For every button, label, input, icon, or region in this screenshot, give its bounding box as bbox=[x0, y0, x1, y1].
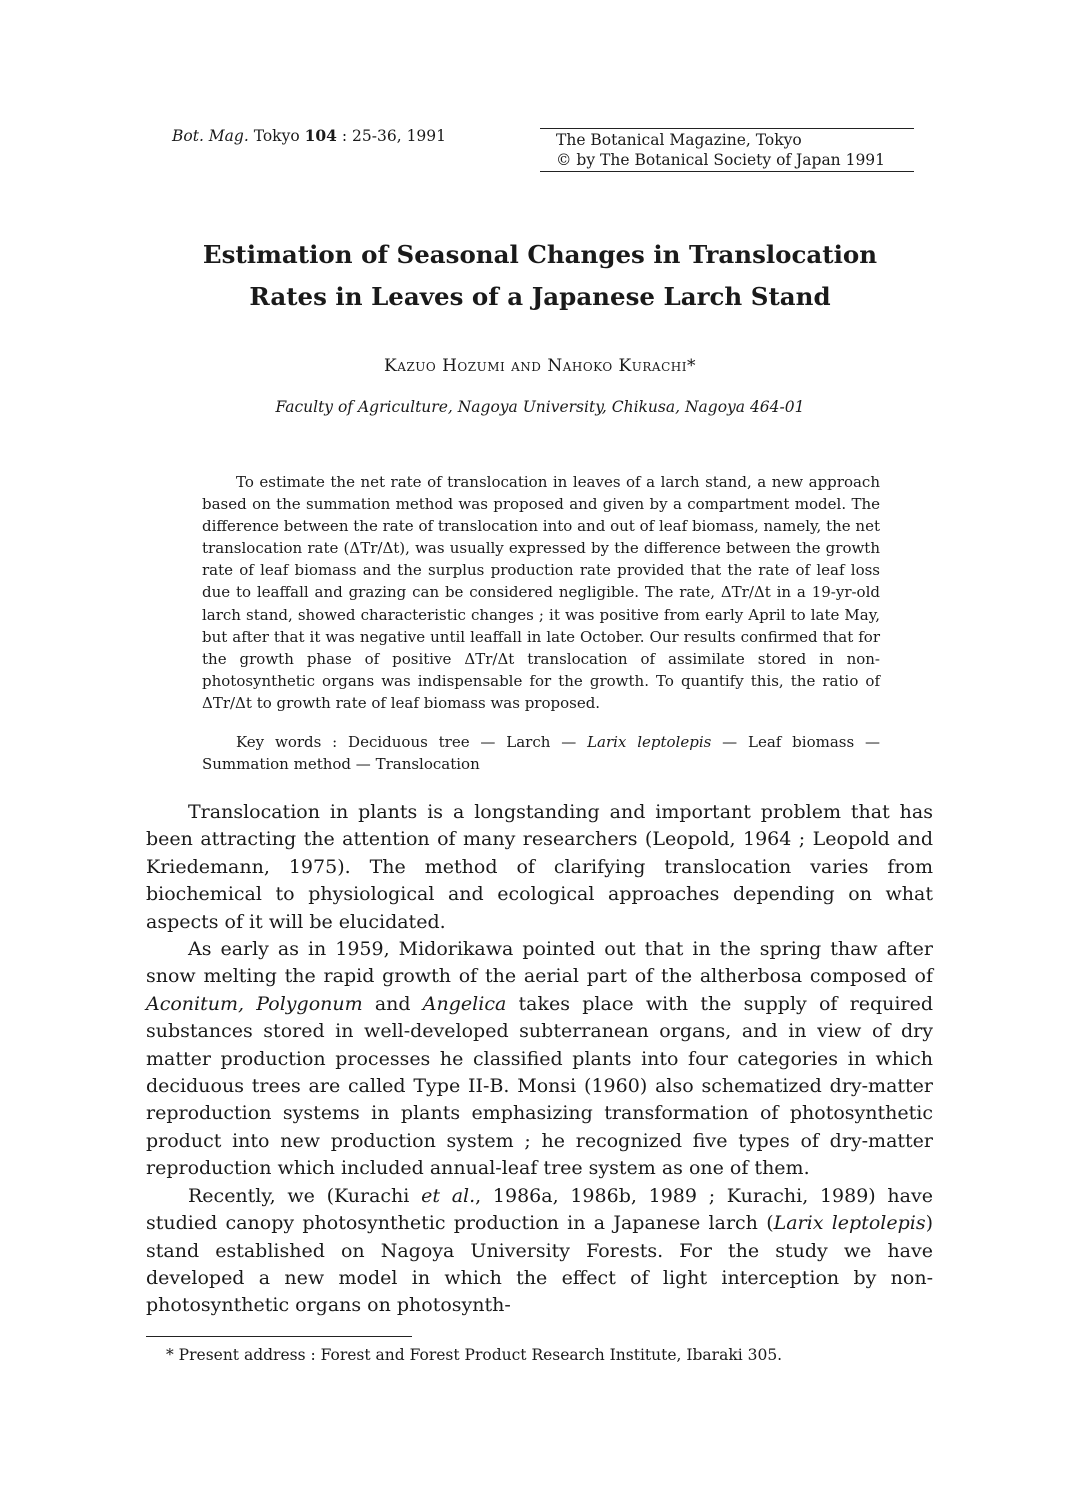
keywords-species: Larix leptolepis bbox=[587, 733, 712, 751]
p2-genus-1: Aconitum, Polygonum bbox=[146, 992, 363, 1015]
keywords-part-1: Deciduous tree — Larch — bbox=[348, 733, 588, 751]
body-text bbox=[146, 799, 933, 1320]
keywords-part-2: — Leaf biomass — Summation method — Translocation bbox=[202, 733, 880, 774]
p3-text-b: , 1986a, 1986b, 1989 ; Kurachi, 1989) have studied canopy photosynthetic production in a Japanese larch ( bbox=[146, 1184, 933, 1235]
p2-text-a: As early as in 1959, Midorikawa pointed out that in the spring thaw after snow melting the rapid growth of the aerial part of the altherbosa composed of bbox=[146, 938, 933, 988]
citation bbox=[172, 126, 446, 145]
p3-species: Larix leptolepis bbox=[773, 1212, 926, 1235]
affiliation: Faculty of Agriculture, Nagoya University, Chikusa, Nagoya 464-01 bbox=[275, 398, 805, 416]
paragraph-2 bbox=[146, 936, 933, 1183]
paragraph-3 bbox=[146, 1183, 933, 1320]
paragraph-1: Translocation in plants is a longstanding and important problem that has been attracting the attention of many researchers (Leopold, 1964 ; Leopold and Kriedemann, 1975). The method of clarifying translocation varies from biochemical to physiological and ecological approaches depending on what aspects of it will be elucidated. bbox=[146, 801, 933, 933]
p2-text-b: and bbox=[362, 992, 423, 1015]
p2-genus-2: Angelica bbox=[422, 992, 507, 1015]
abstract-text: To estimate the net rate of translocation in leaves of a larch stand, a new approach based on the summation method was proposed and given by a compartment model. The difference between the rate of translocation into and out of leaf biomass, namely, the net translocation rate (ΔTr/Δt), was usually expressed by the difference between the growth rate of leaf biomass and the surplus production rate provided that the rate of leaf loss due to leaffall and grazing can be considered negligible. The rate, ΔTr/Δt in a 19-yr-old larch stand, showed characteristic changes ; it was positive from early April to late May, but after that it was negative until leaffall in late October. Our results confirmed that for the growth phase of positive ΔTr/Δt translocation of assimilate stored in non-photosynthetic organs was indispensable for the growth. To quantify this, the ratio of ΔTr/Δt to growth rate of leaf biomass was proposed. bbox=[202, 473, 880, 712]
abstract bbox=[202, 471, 880, 714]
p2-text-c: takes place with the supply of required substances stored in well-developed subterranean organs, and in view of dry matter production processes he classified plants into four categories in which deciduous trees are called Type II-B. Monsi (1960) also schematized dry-matter reproduction systems in plants emphasizing transformation of photosynthetic product into new production system ; he recognized five types of dry-matter reproduction which included annual-leaf tree system as one of them. bbox=[146, 992, 933, 1180]
title-line-1: Estimation of Seasonal Changes in Translocation bbox=[202, 240, 878, 269]
authors: Kazuo Hozumi and Nahoko Kurachi* bbox=[384, 356, 696, 376]
cite-volume: 104 bbox=[304, 126, 337, 145]
p3-text-c: ) stand established on Nagoya University Forests. For the study we have developed a new model in which the effect of light interception by non-photosynthetic organs on photosynth- bbox=[146, 1212, 933, 1317]
copyright-line: © by The Botanical Society of Japan 1991 bbox=[556, 151, 886, 169]
cite-pages: : 25-36, 1991 bbox=[336, 127, 447, 145]
p3-etal: et al. bbox=[421, 1184, 476, 1207]
footnote: * Present address : Forest and Forest Product Research Institute, Ibaraki 305. bbox=[166, 1346, 783, 1364]
p3-text-a: Recently, we (Kurachi bbox=[188, 1184, 422, 1207]
journal-box bbox=[540, 128, 914, 172]
title-line-2: Rates in Leaves of a Japanese Larch Stand bbox=[249, 282, 831, 311]
cite-journal: Bot. Mag. bbox=[172, 127, 249, 145]
paper-title bbox=[0, 234, 1080, 318]
keywords bbox=[202, 731, 880, 775]
cite-city: Tokyo bbox=[248, 127, 305, 145]
journal-name: The Botanical Magazine, Tokyo bbox=[556, 131, 802, 149]
footnote-rule bbox=[146, 1336, 412, 1337]
keywords-label: Key words : bbox=[236, 733, 349, 751]
